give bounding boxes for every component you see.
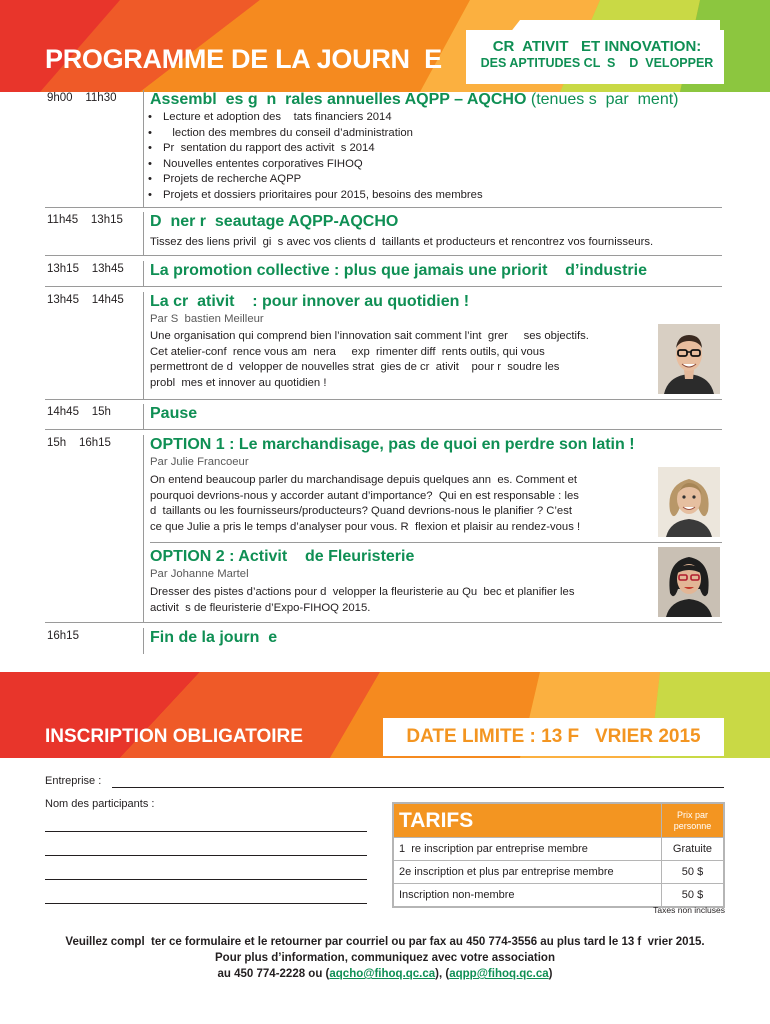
agenda-time: 9h00 11h30 — [47, 92, 117, 104]
agenda-bullets — [148, 110, 722, 203]
agenda-title: Pause — [150, 405, 198, 422]
agenda-row — [45, 628, 722, 654]
agenda-row — [45, 404, 722, 430]
agenda-time: 15h 16h15 — [47, 437, 111, 449]
page-title: PROGRAMME DE LA JOURN E — [45, 44, 442, 74]
deadline-box: DATE LIMITE : 13 F VRIER 2015 — [383, 718, 724, 756]
tarif-label: 2e inscription et plus par entreprise membre — [394, 861, 662, 884]
agenda-text: Dresser des pistes d’actions pour d velopper la fleuristerie au Qu bec et planifier les — [150, 586, 575, 598]
agenda-text: activit s de fleuristerie d’Expo-FIHOQ 2015. — [150, 601, 371, 614]
agenda-title: OPTION 1 : Le marchandisage, pas de quoi en perdre son latin ! — [150, 436, 635, 453]
theme-line-2: DES APTITUDES CL S D VELOPPER — [480, 56, 714, 70]
tarifs-table — [392, 802, 725, 908]
aqcho-email-link[interactable]: aqcho@fihoq.qc.ca — [329, 968, 436, 980]
footer-line-1: Veuillez compl ter ce formulaire et le retourner par courriel ou par fax au 450 774-3556 au plus tard le 13 f vrier 2015. — [65, 936, 705, 948]
registration-title: INSCRIPTION OBLIGATOIRE — [45, 726, 303, 747]
list-item: • Projets de recherche AQPP — [148, 172, 722, 188]
agenda-title: La promotion collective : plus que jamais une priorit d’industrie — [150, 262, 647, 279]
footer-line-2: Pour plus d’information, communiquez avec votre association — [215, 952, 555, 964]
participant-field[interactable] — [45, 855, 367, 856]
table-row — [394, 838, 724, 861]
agenda-row — [45, 435, 722, 623]
agenda-text: Une organisation qui comprend bien l’innovation sait comment l’int grer ses objectifs. — [150, 330, 589, 342]
tarif-label: 1 re inscription par entreprise membre — [394, 838, 662, 861]
agenda-time: 14h45 15h — [47, 406, 111, 418]
participant-field[interactable] — [45, 831, 367, 832]
list-item: • Pr sentation du rapport des activit s 2014 — [148, 141, 722, 157]
taxes-note: Taxes non incluses — [653, 905, 725, 915]
agenda-row — [45, 292, 722, 400]
tarif-price: 50 $ — [662, 861, 724, 884]
tarif-price: 50 $ — [662, 884, 724, 907]
speaker-photo — [658, 547, 720, 617]
footer-line-3: au 450 774-2228 ou (aqcho@fihoq.qc.ca), (aqpp@fihoq.qc.ca) — [217, 968, 553, 980]
tarifs-title-cell: TARIFS — [394, 804, 662, 838]
list-item: • Lecture et adoption des tats financiers 2014 — [148, 110, 722, 126]
company-label: Entreprise : — [45, 775, 102, 787]
table-row — [394, 884, 724, 907]
agenda-text: Cet atelier-conf rence vous am nera exp rimenter diff rents outils, qui vous — [150, 345, 545, 358]
agenda-text: probl mes et innover au quotidien ! — [150, 376, 327, 389]
speaker-name: Par S bastien Meilleur — [150, 313, 264, 325]
tarif-price: Gratuite — [662, 838, 724, 861]
speaker-photo — [658, 324, 720, 394]
speaker-name: Par Johanne Martel — [150, 568, 249, 580]
theme-block — [472, 38, 722, 70]
agenda-time: 16h15 — [47, 630, 79, 642]
agenda-title: D ner r seautage AQPP-AQCHO — [150, 213, 399, 230]
participant-field[interactable] — [45, 903, 367, 904]
footer — [0, 934, 770, 982]
agenda-title: La cr ativit : pour innover au quotidien ! — [150, 293, 470, 310]
agenda-text: d taillants ou les fournisseurs/producteurs? Quand devrions-nous le planifier ? C’est — [150, 505, 572, 517]
agenda-title: Assembl es g n rales annuelles AQPP – AQCHO (tenues s par ment) — [150, 91, 679, 108]
agenda-text: On entend beaucoup parler du marchandisage depuis quelques ann es. Comment et — [150, 474, 578, 486]
option2-title: OPTION 2 : Activit de Fleuristerie — [150, 548, 415, 565]
agenda-row — [45, 212, 722, 256]
table-row — [394, 861, 724, 884]
price-header-cell: Prix par personne — [662, 804, 724, 838]
participants-label: Nom des participants : — [45, 798, 155, 810]
agenda-time: 13h15 13h45 — [47, 263, 124, 275]
participant-field[interactable] — [45, 879, 367, 880]
speaker-name: Par Julie Francoeur — [150, 456, 249, 468]
list-item: • Nouvelles ententes corporatives FIHOQ — [148, 157, 722, 173]
agenda-row — [45, 90, 722, 208]
tarifs-header-row — [394, 804, 724, 838]
company-field[interactable] — [112, 787, 724, 788]
agenda-text: ce que Julie a pris le temps d’analyser pour vous. R flexion et plaisir au rendez-vous ! — [150, 520, 581, 533]
agenda-time: 13h45 14h45 — [47, 294, 124, 306]
agenda-text: pourquoi devrions-nous y accorder autant d’importance? Qui en est responsable : les — [150, 489, 579, 502]
aqpp-email-link[interactable]: aqpp@fihoq.qc.ca — [449, 968, 549, 980]
speaker-photo — [658, 467, 720, 537]
agenda-text: permettront de d velopper de nouvelles strat gies de cr ativit pour r soudre les — [150, 361, 560, 373]
tarif-label: Inscription non-membre — [394, 884, 662, 907]
list-item: • lection des membres du conseil d’administration — [148, 126, 722, 142]
agenda-text: Tissez des liens privil gi s avec vos clients d taillants et producteurs et rencontrez vos fournisseurs. — [150, 236, 654, 248]
list-item: • Projets et dossiers prioritaires pour 2015, besoins des membres — [148, 188, 722, 204]
agenda-time: 11h45 13h15 — [47, 214, 123, 226]
agenda-row — [45, 261, 722, 287]
agenda-title: Fin de la journ e — [150, 629, 278, 646]
theme-line-1: CR ATIVIT ET INNOVATION: — [492, 38, 702, 55]
